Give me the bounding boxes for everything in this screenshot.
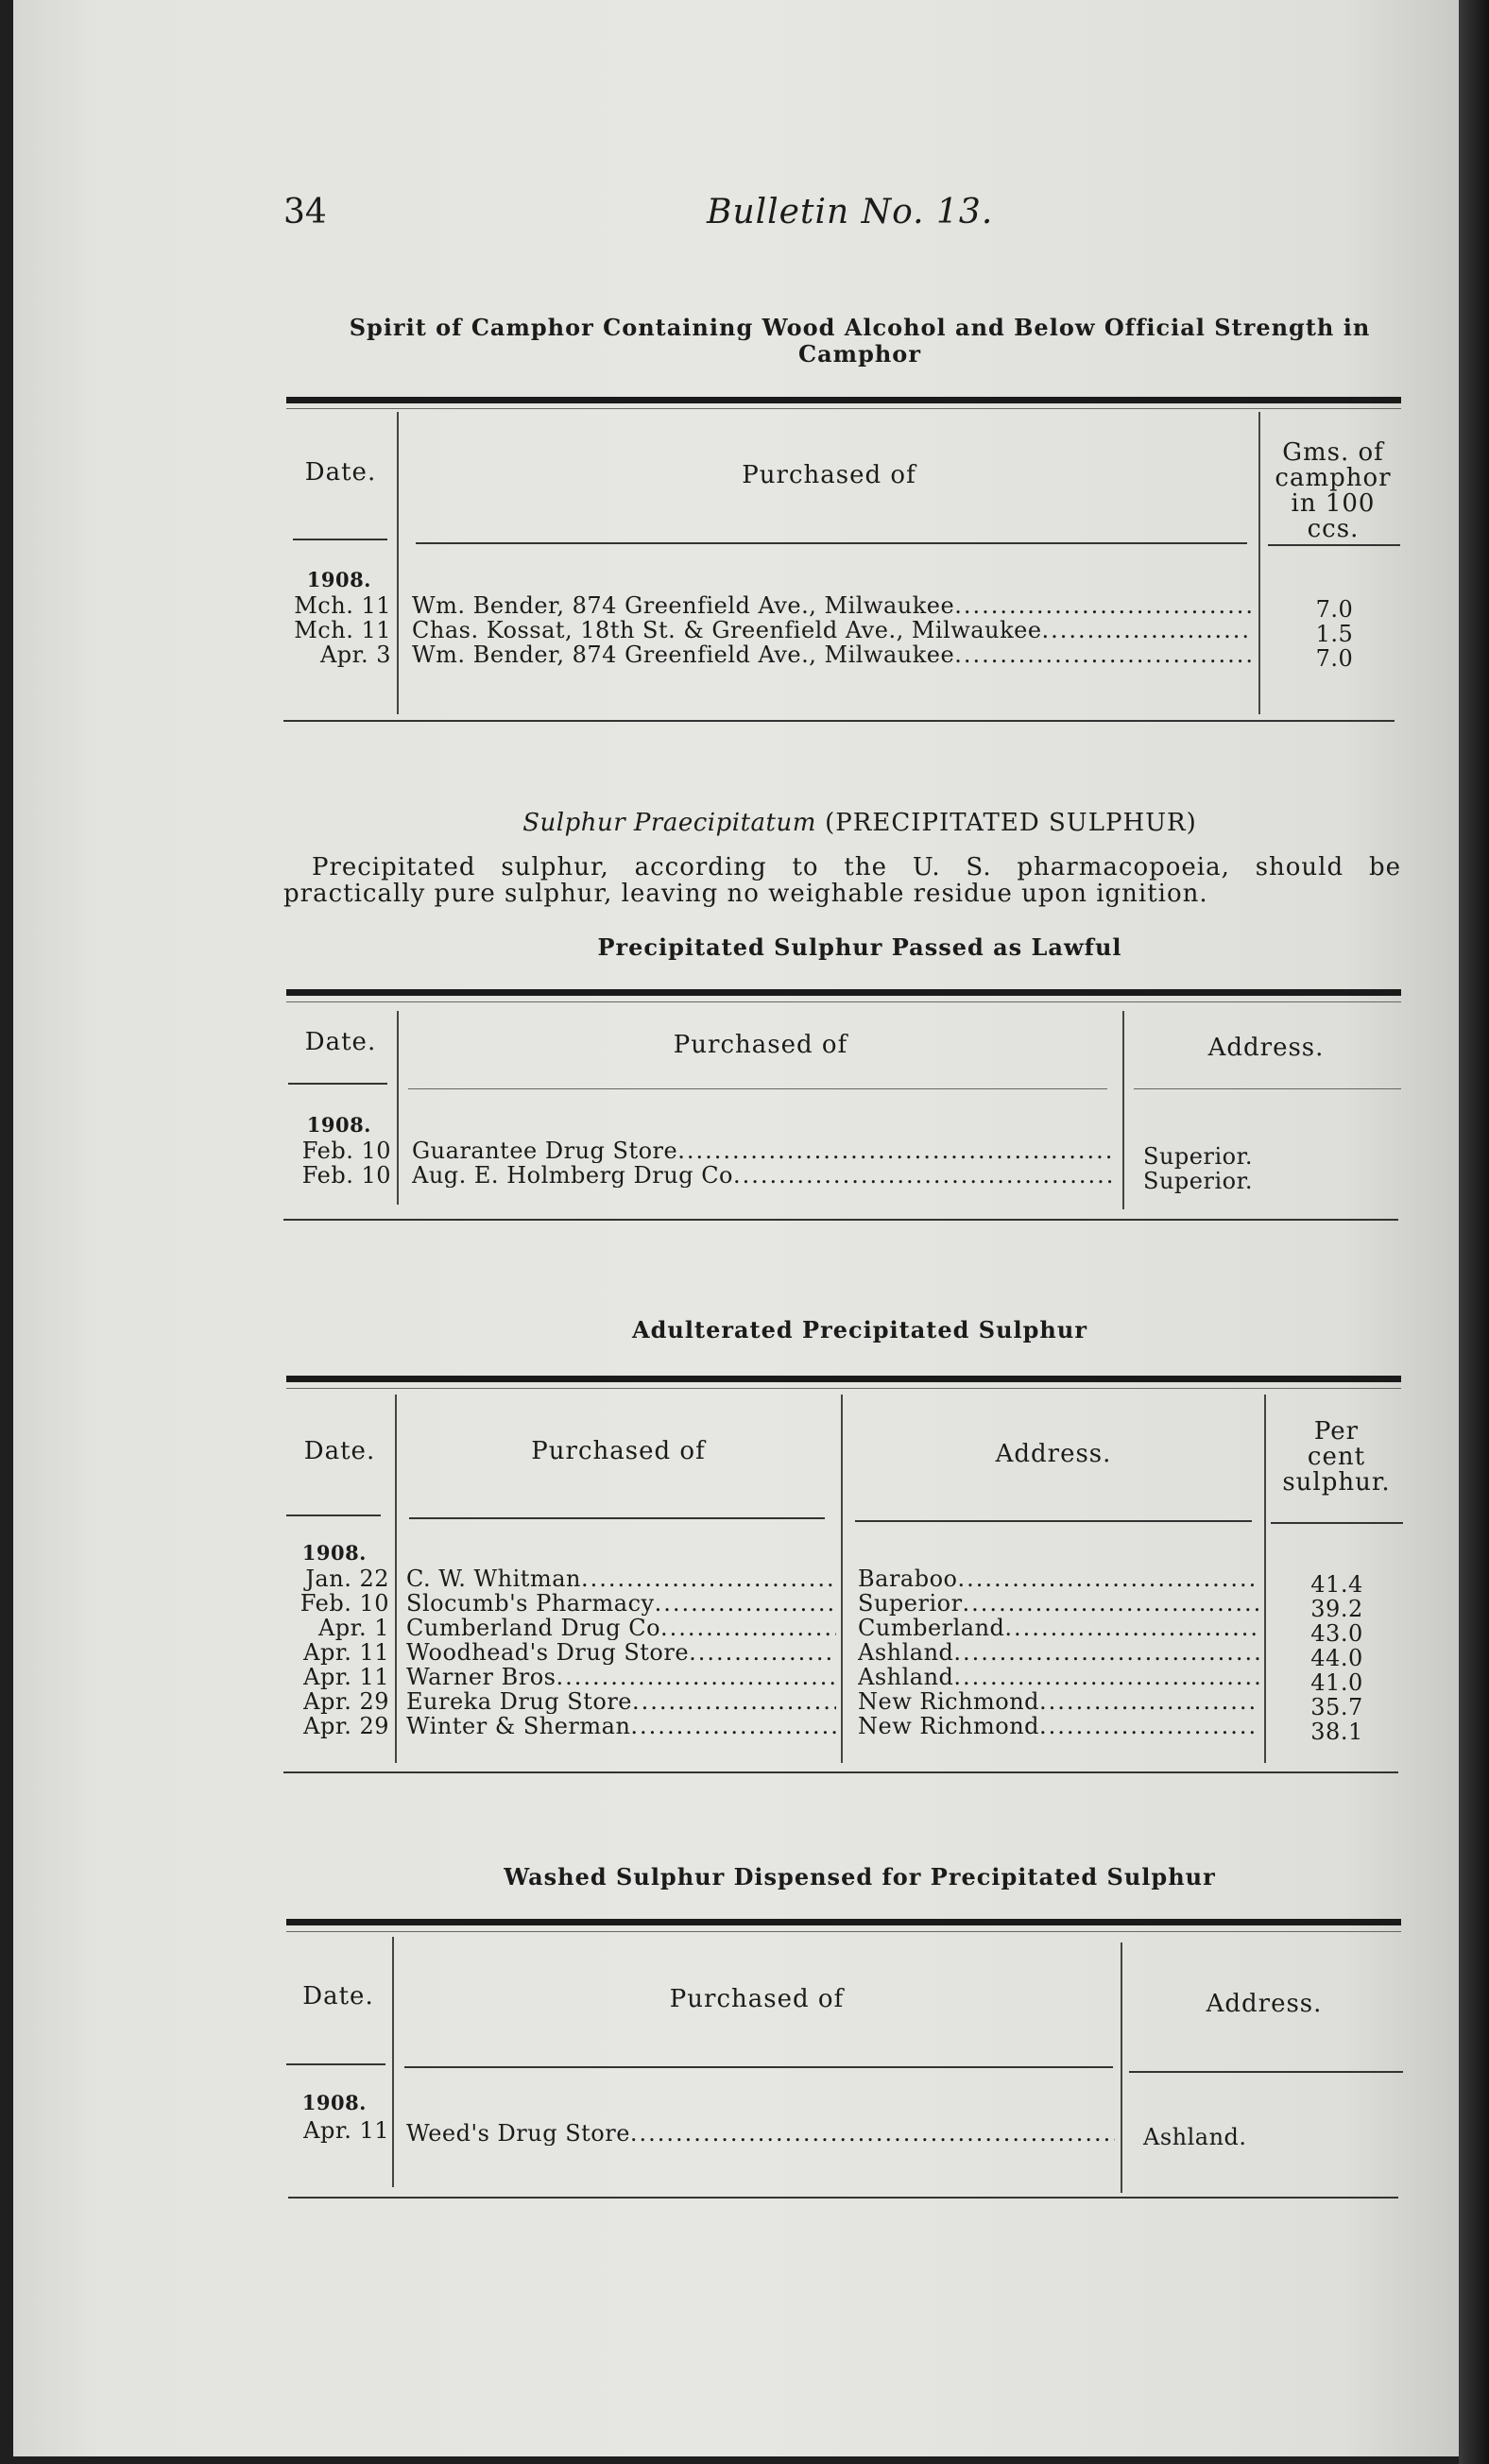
table3-header-underline-address [855,1520,1252,1522]
table3-header-address: Address. [995,1440,1112,1468]
table2-year: 1908. [306,1113,371,1137]
table2-row1-address: Superior. [1143,1143,1254,1170]
table3-row5-purchased: Warner Bros ..... [406,1665,836,1689]
table2-header-purchased: Purchased of [673,1031,848,1059]
table1-row3-value: 7.0 [1315,645,1354,672]
table1-row1-purchased: Wm. Bender, 874 Greenfield Ave., Milwaukee ..... [412,593,1253,618]
table2-row2-date: Feb. 10 [301,1162,391,1189]
table3-row6-purchased: Eureka Drug Store ..... [406,1689,836,1714]
table3-row3-date: Apr. 1 [317,1615,389,1641]
table3-bottom-rule [283,1771,1398,1773]
table3-row6-address: New Richmond ..... [858,1689,1259,1714]
table3-row4-date: Apr. 11 [303,1639,389,1666]
table4-col-divider-1 [392,1937,394,2187]
table1-header-gms-2: camphor [1275,464,1392,492]
table2-row2-address: Superior. [1143,1168,1254,1194]
table3-row2-address: Superior ..... [858,1591,1259,1616]
table4-row1-date: Apr. 11 [303,2117,389,2144]
table3-header-underline-purchased [409,1517,825,1519]
table4-header-date: Date. [302,1982,374,2011]
section-heading-latin: Sulphur Praecipitatum [522,809,816,837]
table2-bottom-rule [283,1219,1398,1221]
table3-title: Adulterated Precipitated Sulphur [632,1316,1087,1343]
table3-row5-date: Apr. 11 [303,1664,389,1690]
table4-header-underline-purchased [404,2066,1113,2068]
table3-row5-address: Ashland ..... [858,1665,1259,1689]
table3-year: 1908. [301,1541,367,1565]
table2-header-underline-purchased [408,1088,1107,1089]
table3-header-percent-3: sulphur. [1282,1468,1391,1497]
table4-row1-address: Ashland. [1143,2124,1247,2150]
section-paragraph: Precipitated sulphur, according to the U. S. pharmacopoeia, should be practically pure sulphur, leaving no weighable residue upon ignition. [283,853,1401,908]
section-heading-english: (PRECIPITATED SULPHUR) [825,809,1197,837]
table1-header-gms-3: in 100 ccs. [1291,489,1376,543]
table3-row1-date: Jan. 22 [305,1566,389,1592]
table3-row1-purchased: C. W. Whitman ..... [406,1566,836,1591]
table3-row2-purchased: Slocumb's Pharmacy ..... [406,1591,836,1616]
table3-header-underline-date [286,1514,381,1516]
table3-row2-value: 39.2 [1310,1596,1363,1622]
table3-row3-address: Cumberland ..... [858,1616,1259,1640]
table3-top-rule [286,1376,1401,1382]
table3-col-divider-3 [1264,1395,1266,1763]
table2-header-underline-address [1134,1088,1401,1089]
table1-col-divider-2 [1258,412,1260,714]
table3-top-hairline [286,1388,1401,1389]
table1-row1-value: 7.0 [1315,596,1354,623]
table3-header-date: Date. [303,1437,376,1465]
table1-header-date: Date. [304,458,377,487]
table2-header-address: Address. [1207,1034,1325,1062]
table3-row6-value: 35.7 [1310,1694,1363,1720]
table3-row4-address: Ashland ..... [858,1640,1259,1665]
table4-header-underline-address [1129,2071,1403,2073]
table3-row1-value: 41.4 [1310,1571,1363,1598]
table3-row4-value: 44.0 [1310,1645,1363,1671]
table4-bottom-rule [288,2197,1398,2199]
table2-top-hairline [286,1001,1401,1002]
table3-header-percent-2: cent [1307,1443,1366,1471]
table1-row2-value: 1.5 [1315,621,1354,647]
table3-row6-date: Apr. 29 [303,1688,389,1715]
table1-header-underline-gms [1268,544,1400,546]
table1-header-underline-date [293,539,387,540]
table3-row3-purchased: Cumberland Drug Co ..... [406,1616,836,1640]
table1-title-line1: Spirit of Camphor Containing Wood Alcohol and Below Official Strength in [349,314,1371,341]
table1-title-line2: Camphor [798,340,921,368]
table4-row1-purchased: Weed's Drug Store ..... [406,2121,1115,2146]
scanned-page [13,0,1459,2456]
table3-col-divider-1 [395,1395,397,1763]
table3-header-underline-percent [1271,1522,1403,1524]
section-heading [302,809,1417,837]
table1-row2-date: Mch. 11 [294,617,391,643]
table3-header-percent-1: Per [1313,1417,1360,1446]
table1-top-rule [286,397,1401,403]
table1-row2-purchased: Chas. Kossat, 18th St. & Greenfield Ave., Milwaukee ..... [412,618,1253,642]
table3-row7-purchased: Winter & Sherman ..... [406,1714,836,1738]
table4-top-hairline [286,1931,1401,1932]
table3-row7-value: 38.1 [1310,1719,1363,1745]
table2-header-underline-date [288,1083,387,1085]
table3-row7-date: Apr. 29 [303,1713,389,1739]
table3-row1-address: Baraboo ..... [858,1566,1259,1591]
table3-row2-date: Feb. 10 [300,1590,389,1617]
table1-header-underline-purchased [416,542,1247,544]
running-title: Bulletin No. 13. [707,193,994,231]
page-edge-shadow [1459,0,1489,2464]
table3-row5-value: 41.0 [1310,1669,1363,1696]
table1-bottom-rule [283,720,1395,722]
table1-row1-date: Mch. 11 [294,592,391,619]
table3-header-purchased: Purchased of [531,1437,706,1465]
table4-top-rule [286,1919,1401,1925]
table4-header-address: Address. [1206,1990,1323,2018]
table2-row1-purchased: Guarantee Drug Store ..... [412,1138,1116,1163]
table2-row2-purchased: Aug. E. Holmberg Drug Co ..... [412,1163,1116,1188]
table2-title: Precipitated Sulphur Passed as Lawful [597,933,1122,961]
table3-row4-purchased: Woodhead's Drug Store ..... [406,1640,836,1665]
table2-row1-date: Feb. 10 [301,1138,391,1164]
table2-col-divider-1 [397,1011,399,1205]
table1-top-hairline [286,408,1401,409]
table4-year: 1908. [301,2091,367,2114]
table4-header-underline-date [286,2063,385,2065]
table3-row7-address: New Richmond ..... [858,1714,1259,1738]
table4-title: Washed Sulphur Dispensed for Precipitated Sulphur [504,1863,1216,1891]
table1-row3-purchased: Wm. Bender, 874 Greenfield Ave., Milwaukee ..... [412,642,1253,667]
table3-row3-value: 43.0 [1310,1620,1363,1647]
table4-header-purchased: Purchased of [669,1985,845,2013]
table2-col-divider-2 [1122,1011,1124,1209]
table2-top-rule [286,989,1401,996]
page-number: 34 [283,193,327,231]
table1-row3-date: Apr. 3 [319,642,391,668]
table1-year: 1908. [306,568,371,591]
table1-header-gms-1: Gms. of [1282,438,1384,467]
table1-col-divider-1 [397,412,399,714]
table1-header-purchased: Purchased of [742,461,916,489]
table2-header-date: Date. [304,1028,377,1056]
table4-col-divider-2 [1121,1942,1122,2193]
table3-col-divider-2 [841,1395,843,1763]
